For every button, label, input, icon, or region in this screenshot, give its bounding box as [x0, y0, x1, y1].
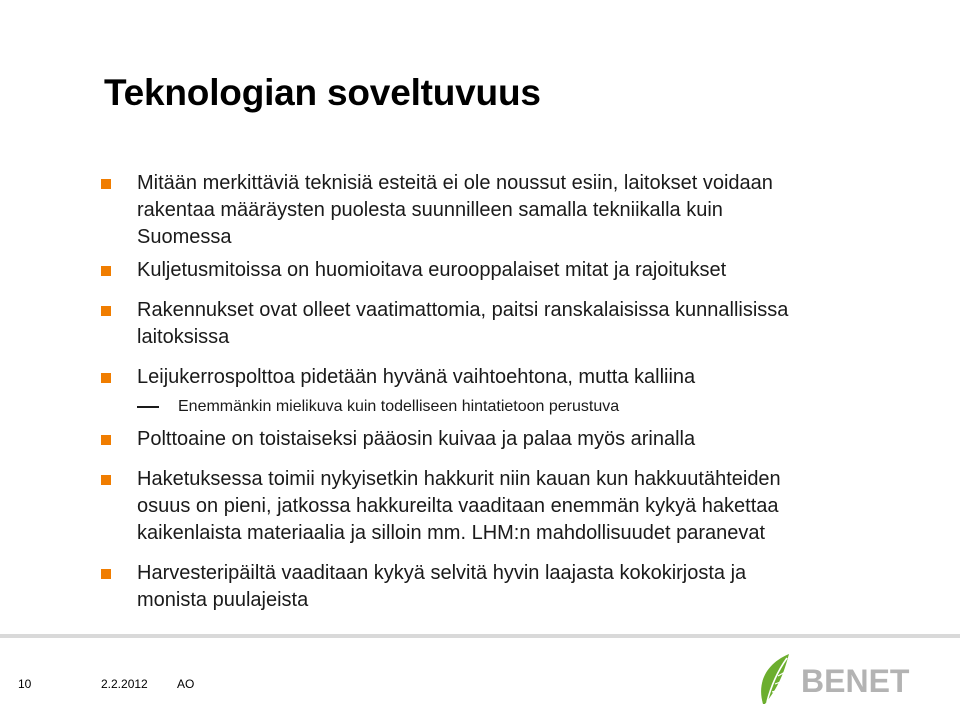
- bullet-item: [0, 560, 960, 614]
- square-bullet-icon: [101, 373, 111, 383]
- slide-content: [0, 170, 960, 614]
- bullet-line: rakentaa määräysten puolesta suunnilleen samalla tekniikalla kuin: [137, 199, 723, 221]
- bullet-item: [0, 466, 960, 547]
- logo-wordmark: BENET: [801, 663, 910, 699]
- bullet-line: Rakennukset ovat olleet vaatimattomia, paitsi ranskalaisissa kunnallisissa: [137, 299, 789, 321]
- footer-divider: [0, 634, 960, 638]
- benet-logo: [755, 650, 945, 706]
- square-bullet-icon: [101, 266, 111, 276]
- bullet-line: Mitään merkittäviä teknisiä esteitä ei ole noussut esiin, laitokset voidaan: [137, 172, 773, 194]
- square-bullet-icon: [101, 475, 111, 485]
- leaf-logo-icon: [755, 650, 945, 706]
- bullet-item: [0, 170, 960, 251]
- dash-bullet-icon: [137, 406, 159, 408]
- square-bullet-icon: [101, 306, 111, 316]
- square-bullet-icon: [101, 569, 111, 579]
- bullet-line: kaikenlaista materiaalia ja silloin mm. LHM:n mahdollisuudet paranevat: [137, 522, 766, 544]
- bullet-line: Suomessa: [137, 226, 232, 248]
- square-bullet-icon: [101, 179, 111, 189]
- bullet-line: Kuljetusmitoissa on huomioitava eurooppalaiset mitat ja rajoitukset: [137, 259, 727, 281]
- bullet-line: osuus on pieni, jatkossa hakkureilta vaaditaan enemmän kykyä hakettaa: [137, 495, 779, 517]
- bullet-item: [0, 297, 960, 351]
- bullet-line: monista puulajeista: [137, 589, 309, 611]
- square-bullet-icon: [101, 435, 111, 445]
- bullet-line: Harvesteripäiltä vaaditaan kykyä selvitä hyvin laajasta kokokirjosta ja: [137, 562, 747, 584]
- bullet-line: Polttoaine on toistaiseksi pääosin kuivaa ja palaa myös arinalla: [137, 428, 696, 450]
- bullet-line: laitoksissa: [137, 326, 230, 348]
- bullet-item: [0, 426, 960, 453]
- footer-author: AO: [177, 677, 195, 691]
- page-number: 10: [18, 677, 32, 691]
- bullet-item: [0, 364, 960, 391]
- slide-title: Teknologian soveltuvuus: [104, 72, 541, 113]
- sub-bullet-item: [0, 396, 960, 418]
- bullet-line: Leijukerrospolttoa pidetään hyvänä vaihtoehtona, mutta kalliina: [137, 366, 696, 388]
- sub-bullet-line: Enemmänkin mielikuva kuin todelliseen hintatietoon perustuva: [178, 398, 620, 415]
- bullet-item: [0, 257, 960, 284]
- footer-date: 2.2.2012: [101, 677, 148, 691]
- bullet-line: Haketuksessa toimii nykyisetkin hakkurit niin kauan kun hakkuutähteiden: [137, 468, 781, 490]
